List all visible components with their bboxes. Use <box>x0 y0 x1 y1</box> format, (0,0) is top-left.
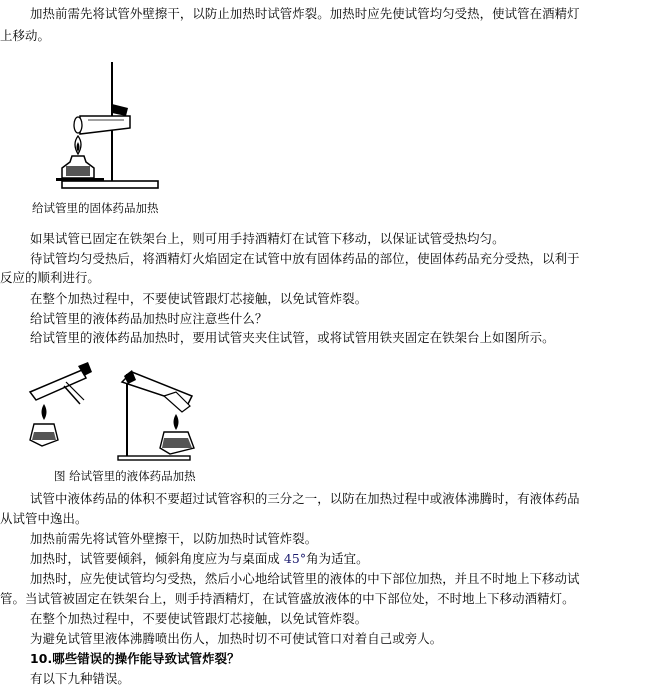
angle-value: 45° <box>283 551 307 566</box>
paragraph-line: 上移动。 <box>0 28 50 43</box>
paragraph-line: 给试管里的液体药品加热时应注意些什么？ <box>30 311 268 326</box>
liquid-heating-figure <box>22 352 222 467</box>
figure-caption: 图 给试管里的液体药品加热 <box>54 469 196 483</box>
paragraph-line <box>30 549 648 569</box>
paragraph-line: 有以下九种错误。 <box>30 671 130 686</box>
paragraph-line: 为避免试管里液体沸腾喷出伤人，加热时切不可使试管口对着自己或旁人。 <box>30 631 443 646</box>
paragraph-text: 加热时，试管要倾斜，倾斜角度应为与桌面成 <box>30 551 284 566</box>
paragraph-line: 加热前需先将试管外壁擦干，以防加热时试管炸裂。 <box>30 531 318 546</box>
paragraph-line: 在整个加热过程中，不要使试管跟灯芯接触，以免试管炸裂。 <box>30 291 368 306</box>
paragraph-line: 管。当试管被固定在铁架台上，则手持酒精灯，在试管盛放液体的中下部位处，不时地上下移动酒精灯。 <box>0 591 575 606</box>
paragraph-line: 如果试管已固定在铁架台上，则可用手持酒精灯在试管下移动，以保证试管受热均匀。 <box>30 231 505 246</box>
figure-caption: 给试管里的固体药品加热 <box>32 201 159 215</box>
paragraph-line: 反应的顺利进行。 <box>0 270 100 285</box>
paragraph-line: 加热前需先将试管外壁擦干，以防止加热时试管炸裂。加热时应先使试管均匀受热，使试管在酒精灯 <box>30 6 580 21</box>
solid-heating-figure <box>28 58 198 198</box>
paragraph-line: 试管中液体药品的体积不要超过试管容积的三分之一，以防在加热过程中或液体沸腾时，有液体药品 <box>30 491 580 506</box>
question-heading: 10.哪些错误的操作能导致试管炸裂？ <box>30 651 240 666</box>
paragraph-line: 给试管里的液体药品加热时，要用试管夹夹住试管，或将试管用铁夹固定在铁架台上如图所示。 <box>30 330 555 345</box>
paragraph-line: 待试管均匀受热后，将酒精灯火焰固定在试管中放有固体药品的部位，使固体药品充分受热，以利于 <box>30 251 580 266</box>
paragraph-text: 角为适宜。 <box>306 551 369 566</box>
paragraph-line: 从试管中逸出。 <box>0 511 88 526</box>
paragraph-line: 加热时，应先使试管均匀受热，然后小心地给试管里的液体的中下部位加热，并且不时地上下移动试 <box>30 571 580 586</box>
paragraph-line: 在整个加热过程中，不要使试管跟灯芯接触，以免试管炸裂。 <box>30 611 368 626</box>
